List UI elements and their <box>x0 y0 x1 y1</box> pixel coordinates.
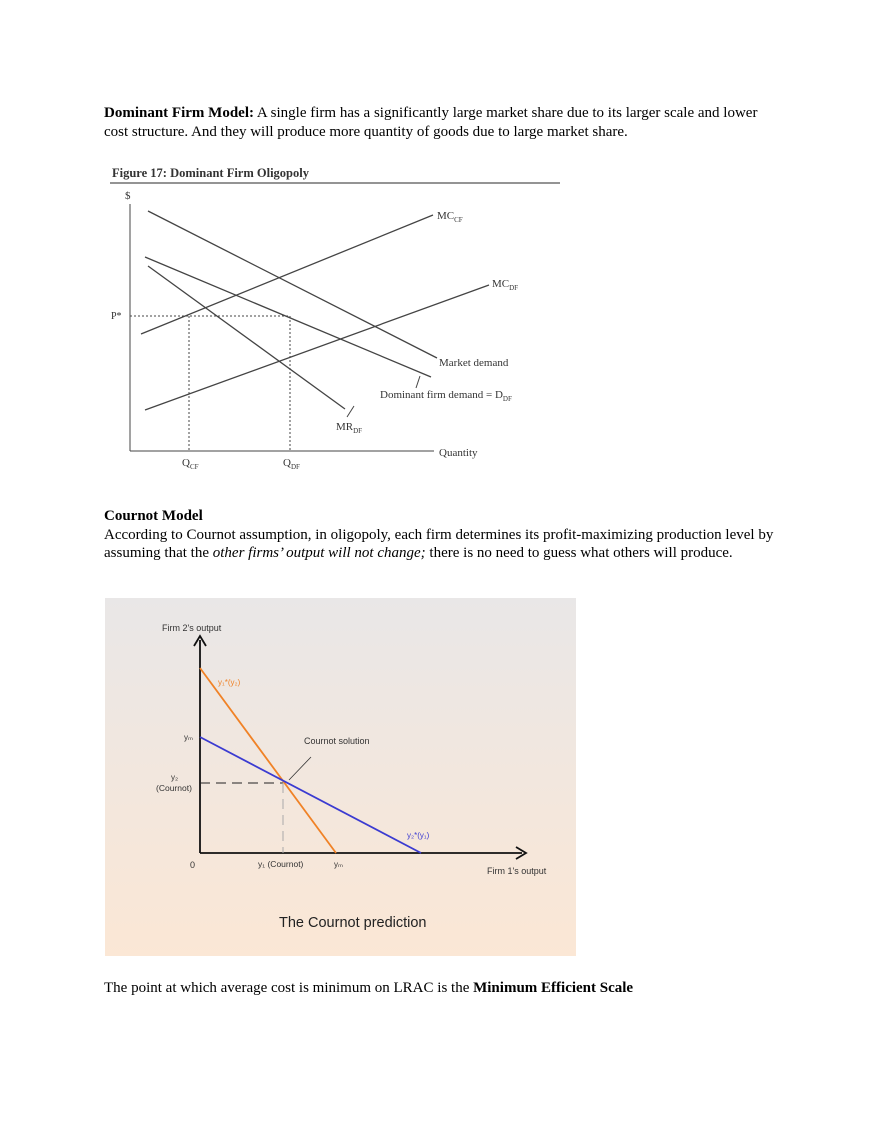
dominant-firm-figure <box>104 160 564 480</box>
figure1-title: Figure 17: Dominant Firm Oligopoly <box>112 166 309 180</box>
figure1-y-axis-label: $ <box>125 190 131 202</box>
mes-text: The point at which average cost is minimum on LRAC is the <box>104 980 474 996</box>
mc-df-label: $MC_{DF}$ <box>492 278 519 292</box>
firm2-axis-label: Firm 2's output <box>162 623 222 633</box>
cournot-heading: Cournot Model <box>104 508 203 524</box>
cournot-text-italic: other firms’ output will not change; <box>212 545 426 561</box>
y2-cournot-label-a: y₂ <box>171 773 179 782</box>
price-label: P* <box>111 311 122 322</box>
dominant-firm-chart <box>104 160 564 480</box>
y2-cournot-label-b: (Cournot) <box>156 783 192 793</box>
mr-df-label: $MR_{DF}$ <box>336 421 363 435</box>
ym-horizontal-label: yₘ <box>334 860 343 869</box>
dominant-firm-heading: Dominant Firm Model: <box>104 105 254 121</box>
dominant-demand-line <box>145 257 431 377</box>
cournot-text-1: According to Cournot assumption, in oligopoly, each firm determines its profit-maximizing production level by assuming that the <box>104 526 774 561</box>
cournot-solution-label: Cournot solution <box>304 736 370 746</box>
cournot-figure <box>105 598 576 956</box>
mc-cf-label: $MC_{CF}$ <box>437 210 463 224</box>
ym-vertical-label: yₘ <box>184 733 193 742</box>
dominant-demand-pointer <box>416 376 420 388</box>
firm2-reaction-label: y₂*(y₁) <box>407 831 430 840</box>
cournot-text-2: there is no need to guess what others will produce. <box>425 545 733 561</box>
dominant-firm-paragraph <box>104 104 784 141</box>
market-demand-label: Market demand <box>439 357 509 369</box>
dominant-demand-label: Dominant firm demand = $D_{DF}$ <box>380 389 512 403</box>
qcf-label: $Q_{CF}$ <box>182 457 199 471</box>
mr-df-pointer <box>347 406 354 417</box>
mes-bold: Minimum Efficient Scale <box>473 980 634 996</box>
y1-cournot-label: y₁ (Cournot) <box>258 859 304 869</box>
figure1-x-axis-label: Quantity <box>439 447 478 459</box>
qdf-label: $Q_{DF}$ <box>283 457 300 471</box>
mr-df-line <box>148 266 345 409</box>
market-demand-line <box>148 211 437 358</box>
dominant-firm-text: A single firm has a significantly large market share due to its larger scale and lower cost structure. And they will produce more quantity of goods due to large market share. <box>104 105 758 140</box>
firm1-axis-label: Firm 1's output <box>487 866 547 876</box>
cournot-section <box>104 507 784 563</box>
cournot-chart <box>105 598 576 956</box>
cournot-caption: The Cournot prediction <box>279 915 427 931</box>
firm1-reaction-label: y₁*(y₂) <box>218 678 241 687</box>
origin-label: 0 <box>190 860 196 870</box>
mes-paragraph <box>104 979 784 998</box>
